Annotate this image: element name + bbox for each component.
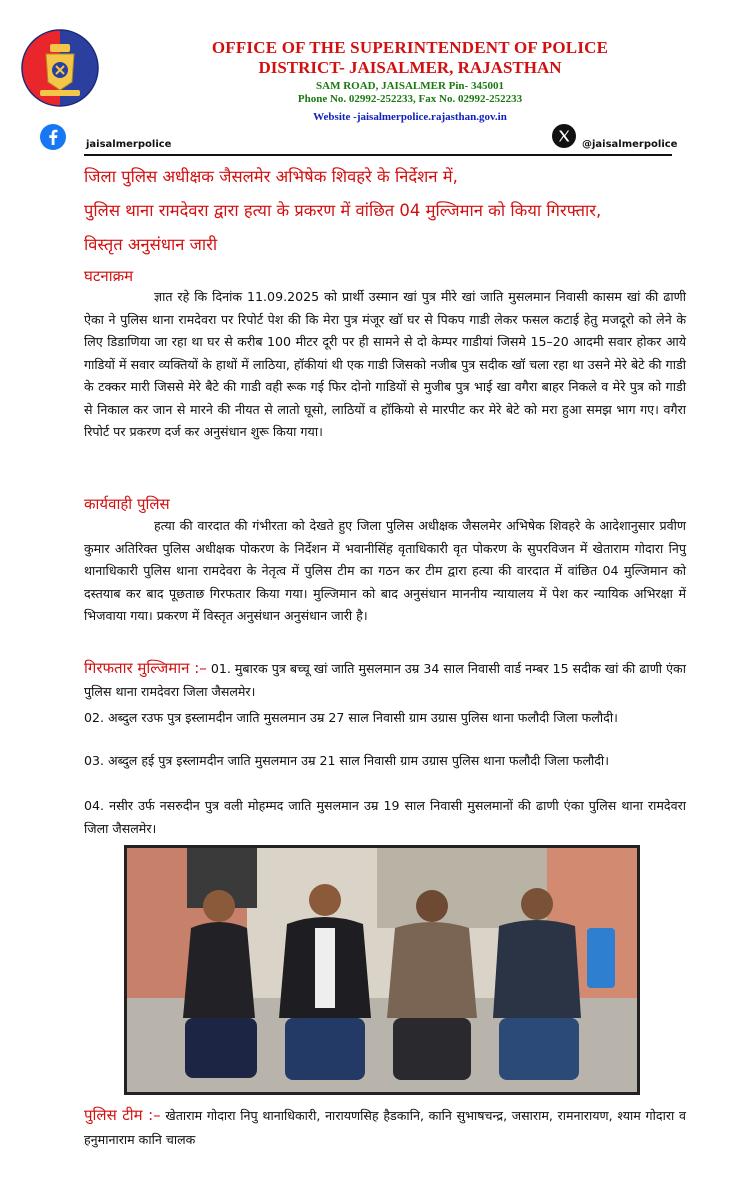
arrested-text-1: 01. मुबारक पुत्र बच्चू खां जाति मुसलमान उम्र 34 साल निवासी वार्ड नम्बर 15 सदीक खां की ढाणी एंका पुलिस थाना रामदेवरा जिला जैसलमेर। bbox=[84, 661, 686, 699]
team-label: पुलिस टीम :– bbox=[84, 1106, 161, 1124]
arrested-persons-photo bbox=[124, 845, 640, 1095]
incident-paragraph bbox=[84, 286, 686, 444]
photo-illustration bbox=[127, 848, 637, 1092]
district-title: DISTRICT- JAISALMER, RAJASTHAN bbox=[258, 58, 562, 77]
action-heading: कार्यवाही पुलिस bbox=[84, 495, 170, 513]
office-phone: Phone No. 02992-252233, Fax No. 02992-252233 bbox=[297, 93, 523, 105]
arrested-label: गिरफतार मुल्जिमान :– bbox=[84, 659, 207, 677]
rajasthan-police-emblem-icon bbox=[20, 28, 100, 108]
arrested-item-1 bbox=[84, 657, 686, 703]
headline-line-2: पुलिस थाना रामदेवरा द्वारा हत्या के प्रकरण में वांछित 04 मुल्जिमान को किया गिरफ्तार, bbox=[84, 201, 602, 220]
facebook-icon[interactable] bbox=[40, 124, 66, 150]
x-handle[interactable]: @jaisalmerpolice bbox=[582, 139, 678, 150]
headline-line-3: विस्तृत अनुसंधान जारी bbox=[84, 235, 218, 254]
x-icon[interactable] bbox=[552, 124, 576, 148]
letterhead bbox=[0, 0, 729, 130]
social-links bbox=[40, 124, 680, 154]
headline-line-1: जिला पुलिस अधीक्षक जैसलमेर अभिषेक शिवहरे के निर्देशन में, bbox=[84, 167, 458, 186]
action-text: हत्या की वारदात की गंभीरता को देखते हुए जिला पुलिस अधीक्षक जैसलमेर अभिषेक शिवहरे के आदेशानुसार प्रवीण कुमार अतिरिक्त पुलिस अधीक्षक पोकरण के निर्देशन में भवानीसिंह वृताधिकारी वृत पोकरण के सुपरविजन में खेताराम गोदारा निपु थानाधिकारी पुलिस थाना रामदेवरा के नेतृत्व में पुलिस टीम का गठन कर टीम द्वारा हत्या की वारदात में वांछित 04 मुल्जिमान को दस्तयाब कर बाद पूछताछ गिरफतार किया गया। मुल्जिमान को बाद अनुसंधान माननीय न्यायालय में पेश कर न्यायिक अभिरक्षा में भिजवाया गया। प्रकरण में विस्तृत अनुसंधान अनुसंधान जारी है। bbox=[84, 518, 686, 623]
facebook-handle[interactable]: jaisalmerpolice bbox=[86, 139, 172, 150]
office-address: SAM ROAD, JAISALMER Pin- 345001 bbox=[316, 80, 504, 92]
arrested-item-4: 04. नसीर उर्फ नसरुदीन पुत्र वली मोहम्मद जाति मुसलमान उम्र 19 साल निवासी मुसलमानों की ढाणी एंका पुलिस थाना रामदेवरा जिला जैसलमेर। bbox=[84, 798, 686, 836]
team-text: खेताराम गोदारा निपु थानाधिकारी, नारायणसिह हैडकानि, कानि सुभाषचन्द्र, जसाराम, रामनारायण, श्याम गोदारा व हनुमानाराम कानि चालक bbox=[84, 1108, 686, 1147]
arrested-item-2: 02. अब्दुल रउफ पुत्र इस्लामदीन जाति मुसलमान उम्र 27 साल निवासी ग्राम उग्रास पुलिस थाना फलौदी जिला फलौदी। bbox=[84, 710, 618, 725]
office-title: OFFICE OF THE SUPERINTENDENT OF POLICE bbox=[211, 38, 609, 57]
arrested-item-3: 03. अब्दुल हई पुत्र इस्लामदीन जाति मुसलमान उम्र 21 साल निवासी ग्राम उग्रास पुलिस थाना फलौदी जिला फलौदी। bbox=[84, 753, 609, 768]
action-paragraph bbox=[84, 515, 686, 628]
header-divider bbox=[84, 154, 672, 156]
police-team bbox=[84, 1103, 686, 1152]
incident-heading: घटनाक्रम bbox=[84, 267, 134, 285]
office-website[interactable]: Website -jaisalmerpolice.rajasthan.gov.in bbox=[313, 111, 507, 123]
incident-text: ज्ञात रहे कि दिनांक 11.09.2025 को प्रार्थी उस्मान खां पुत्र मीरे खां जाति मुसलमान निवासी कासम खां की ढाणी ऐका ने पुलिस थाना रामदेवरा पर रिपोर्ट पेश की कि मेरा पुत्र मंजूर खॉ घर से पिकप गाडी लेकर फसल कटाई हेतु मजदूरो को लेने के लिए डिडाणिया जा रहा था घर से करीब 100 मीटर दूरी पर ही सामने से दो केम्पर गाडीयां जिसमे 15–20 आदमी सवार होकर आये गाडियों में सवार व्यक्तियों के हाथों में लाठिया, हॉकीयां थी एक गाडी जिसको नजीब पुत्र सदीक खॉ चला रहा था उसने मेरे बेटे की गाडी के टक्कर मारी जिससे मेरे बैटे की गाडी वही रूक गई फिर दोनो गाडियों से मुजीब पुत्र भाई खा वगैरा बाहर निकले व मेरे पुत्र को गाडी से निकाल कर जान से मारने की नीयत से लातो घूसो, लाठियों व हॉकियो से मारपीट कर मेरे बेटे को मरा हुआ समझ भाग गए। वगैरा रिपोर्ट पर प्रकरण दर्ज कर अनुसंधान शुरू किया गया। bbox=[84, 289, 686, 439]
